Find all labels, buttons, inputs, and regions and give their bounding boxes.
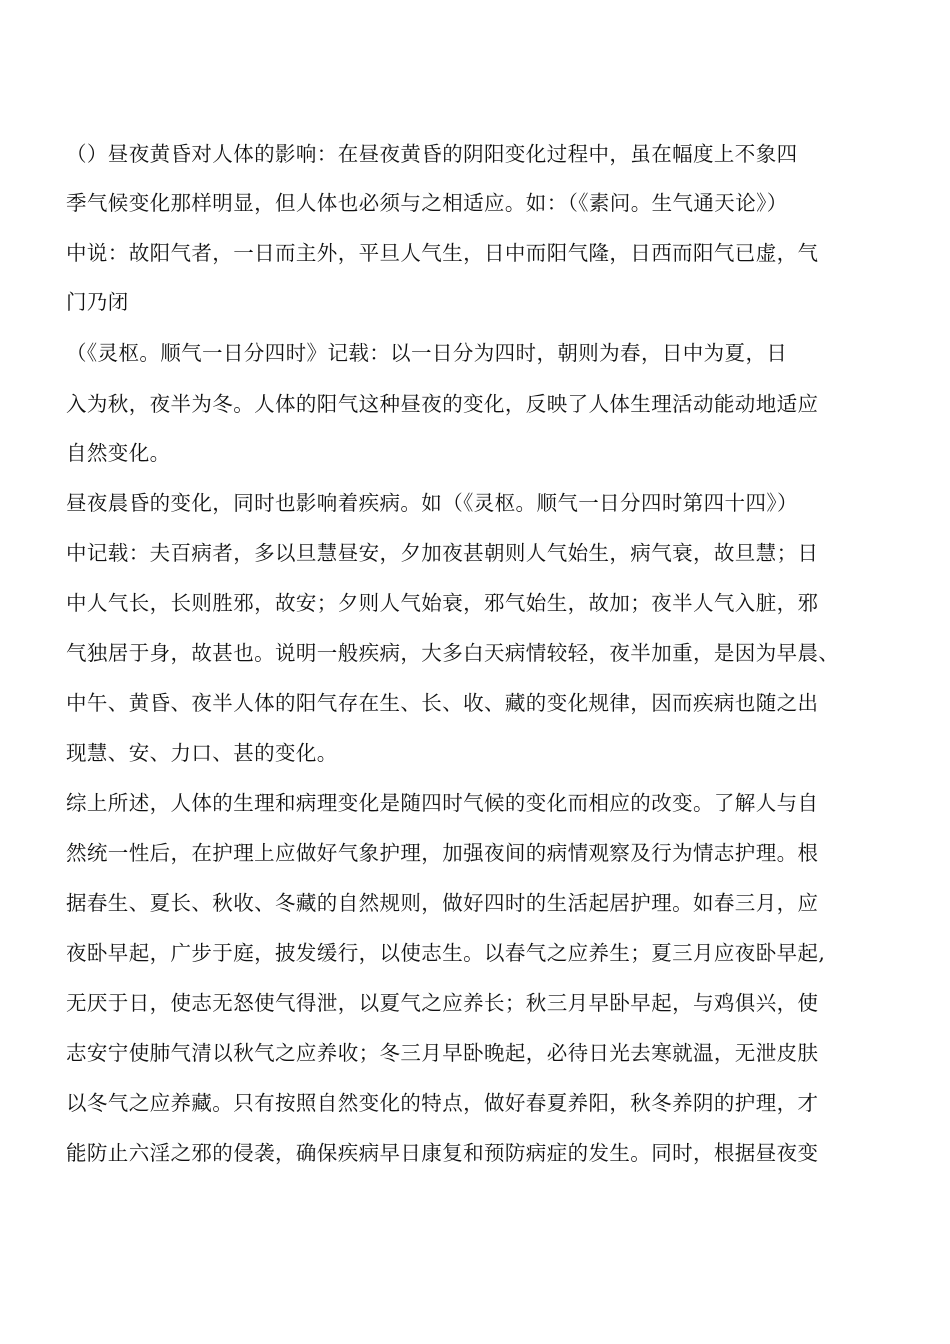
text-line: 志安宁使肺气清以秋气之应养收；冬三月早卧晚起，必待日光去寒就温，无泄皮肤 xyxy=(66,1041,819,1065)
text-line: 气独居于身，故甚也。说明一般疾病，大多白天病情较轻，夜半加重，是因为早晨、 xyxy=(66,641,840,665)
text-line: 据春生、夏长、秋收、冬藏的自然规则，做好四时的生活起居护理。如春三月，应 xyxy=(66,891,819,915)
text-line: 中午、黄昏、夜半人体的阳气存在生、长、收、藏的变化规律，因而疾病也随之出 xyxy=(66,691,819,715)
text-line: 综上所述，人体的生理和病理变化是随四时气候的变化而相应的改变。了解人与自 xyxy=(66,791,819,815)
text-line: 中说：故阳气者，一日而主外，平旦人气生，日中而阳气隆，日西而阳气已虚，气 xyxy=(66,241,819,265)
text-line: 无厌于日，使志无怒使气得泄，以夏气之应养长；秋三月早卧早起，与鸡俱兴，使 xyxy=(66,991,819,1015)
text-line: 夜卧早起，广步于庭，披发缓行，以使志生。以春气之应养生；夏三月应夜卧早起, xyxy=(66,941,826,965)
text-line: 中记载：夫百病者，多以旦慧昼安，夕加夜甚朝则人气始生，病气衰，故旦慧；日 xyxy=(66,541,819,565)
text-line: 中人气长，长则胜邪，故安；夕则人气始衰，邪气始生，故加；夜半人气入脏，邪 xyxy=(66,591,819,615)
text-line: （）昼夜黄昏对人体的影响：在昼夜黄昏的阴阳变化过程中，虽在幅度上不象四 xyxy=(66,142,798,166)
text-line: 昼夜晨昏的变化，同时也影响着疾病。如（《灵枢。顺气一日分四时第四十四》） xyxy=(66,491,798,515)
text-line: 自然变化。 xyxy=(66,441,171,465)
text-line: 能防止六淫之邪的侵袭，确保疾病早日康复和预防病症的发生。同时，根据昼夜变 xyxy=(66,1141,819,1165)
text-line: 入为秋，夜半为冬。人体的阳气这种昼夜的变化，反映了人体生理活动能动地适应 xyxy=(66,392,819,416)
text-line: 门乃闭 xyxy=(66,290,129,314)
text-line: 然统一性后，在护理上应做好气象护理，加强夜间的病情观察及行为情志护理。根 xyxy=(66,841,819,865)
text-line: 现慧、安、力口、甚的变化。 xyxy=(66,741,338,765)
text-line: 以冬气之应养藏。只有按照自然变化的特点，做好春夏养阳，秋冬养阴的护理，才 xyxy=(66,1091,819,1115)
text-line: （《灵枢。顺气一日分四时》记载：以一日分为四时，朝则为春，日中为夏，日 xyxy=(66,341,788,365)
text-line: 季气候变化那样明显，但人体也必须与之相适应。如：（《素问。生气通天论》） xyxy=(66,191,788,215)
